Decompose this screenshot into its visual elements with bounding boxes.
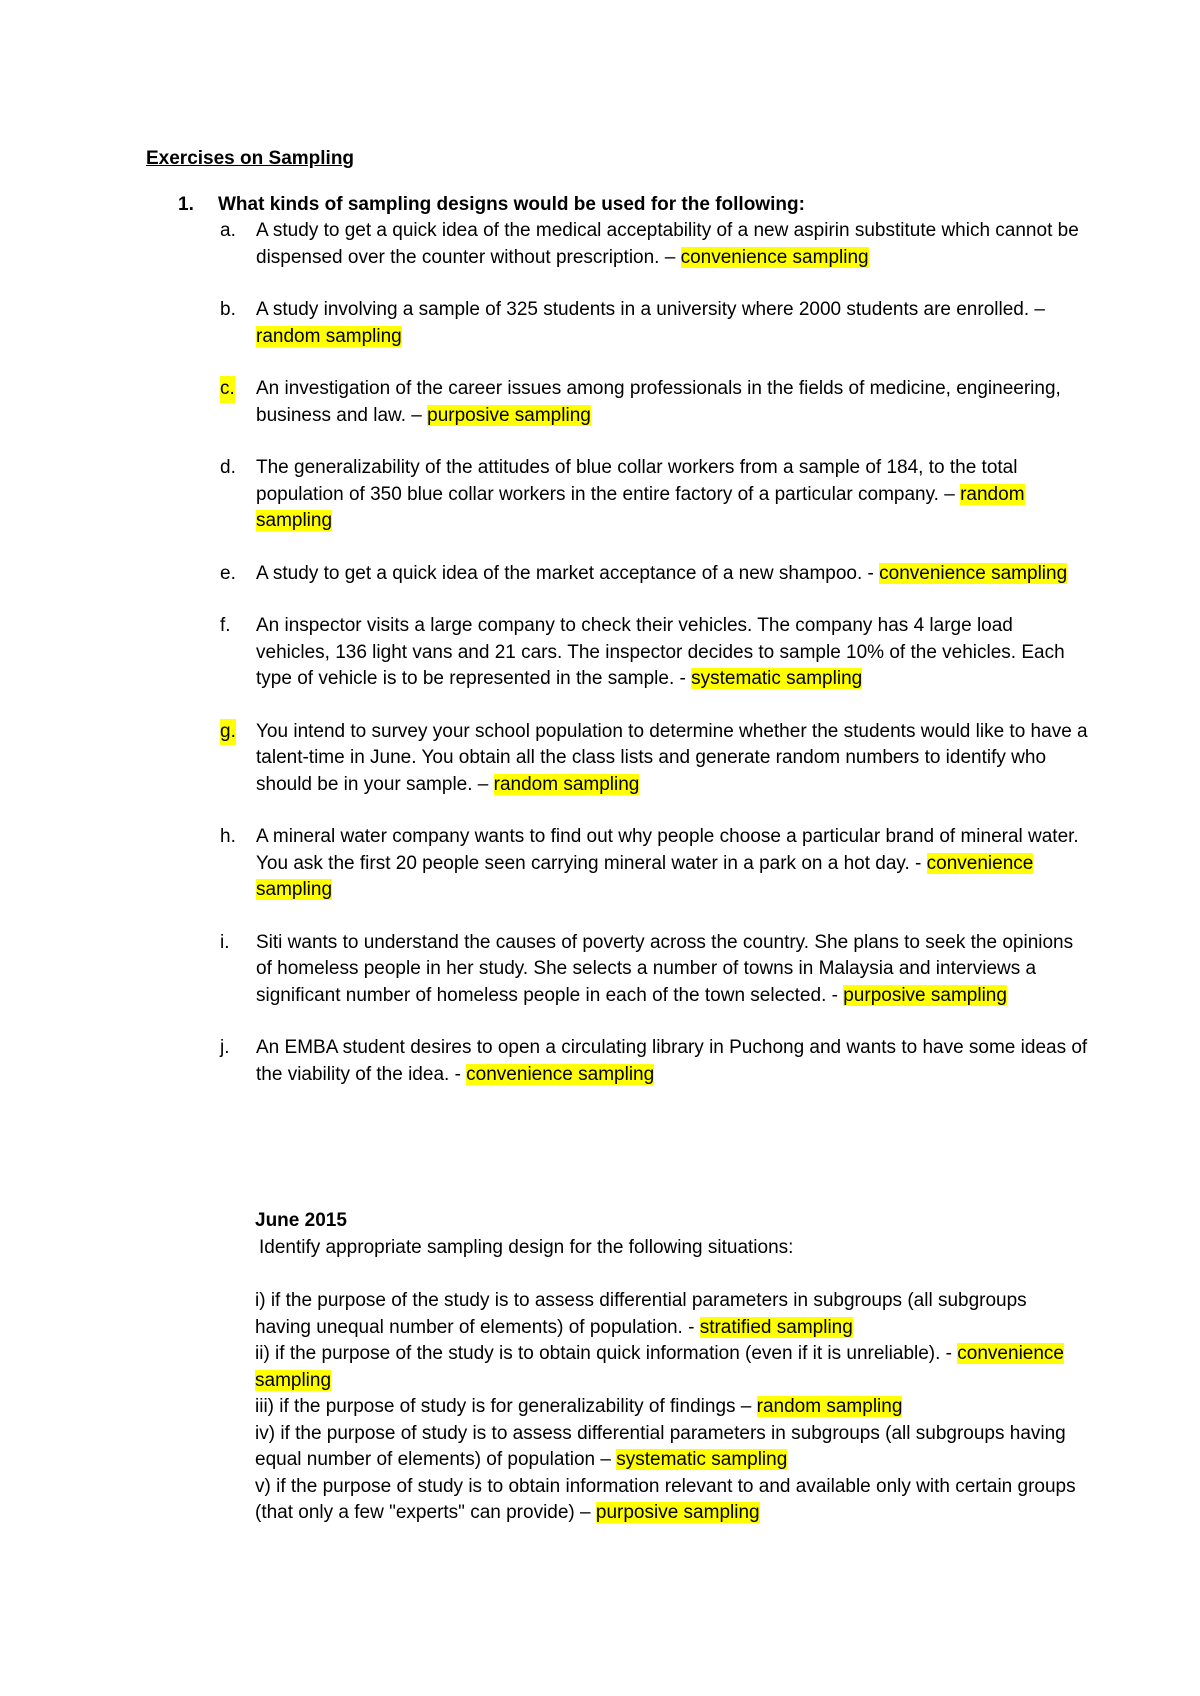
situation-answer: convenience sampling bbox=[255, 1343, 1064, 1391]
question-number: 1. bbox=[178, 194, 194, 215]
item-text: An investigation of the career issues among professionals in the fields of medicine, engineering, business and law. – bbox=[256, 378, 1061, 426]
situation-line bbox=[255, 1288, 1085, 1341]
list-item bbox=[220, 1035, 1090, 1088]
list-item bbox=[220, 824, 1090, 904]
item-answer: convenience sampling bbox=[256, 852, 1034, 900]
item-answer: random sampling bbox=[493, 773, 640, 795]
list-item bbox=[220, 613, 1090, 693]
item-text: The generalizability of the attitudes of blue collar workers from a sample of 184, to the total population of 350 blue collar workers in the entire factory of a particular company. – bbox=[256, 457, 1018, 505]
item-text: A study to get a quick idea of the medical acceptability of a new aspirin substitute which cannot be dispensed over the counter without prescription. – bbox=[256, 220, 1079, 268]
situation-answer: random sampling bbox=[756, 1396, 903, 1417]
item-answer: random sampling bbox=[256, 483, 1025, 531]
situation-text: iv) if the purpose of study is to assess differential parameters in subgroups (all subgroups having equal number of elements) of population – bbox=[255, 1422, 1066, 1470]
item-label: g. bbox=[220, 719, 236, 746]
item-label: c. bbox=[220, 376, 235, 403]
list-item bbox=[220, 218, 1090, 271]
item-label: i. bbox=[220, 931, 230, 953]
item-answer: purposive sampling bbox=[427, 404, 591, 426]
situation-text: ii) if the purpose of the study is to obtain quick information (even if it is unreliable). - bbox=[255, 1343, 958, 1364]
item-text: You intend to survey your school population to determine whether the students would like to have a talent-time in June. You obtain all the class lists and generate random numbers to identify who should be in your sample. – bbox=[256, 720, 1088, 795]
page-title: Exercises on Sampling bbox=[146, 148, 355, 169]
item-text: A study to get a quick idea of the market acceptance of a new shampoo. - bbox=[256, 562, 880, 584]
item-label: j. bbox=[220, 1037, 230, 1058]
item-answer: convenience sampling bbox=[879, 562, 1068, 584]
question-text: What kinds of sampling designs would be used for the following: bbox=[218, 194, 805, 215]
list-item bbox=[220, 455, 1090, 535]
item-answer: random sampling bbox=[256, 325, 402, 347]
situation-text: iii) if the purpose of study is for generalizability of findings – bbox=[255, 1396, 757, 1417]
situation-text: i) if the purpose of the study is to assess differential parameters in subgroups (all subgroups having unequal number of elements) of population. - bbox=[255, 1290, 1027, 1338]
june-2015-section bbox=[255, 1208, 1085, 1527]
situation-line bbox=[255, 1394, 1085, 1421]
item-text: A mineral water company wants to find out why people choose a particular brand of mineral water. You ask the first 20 people seen carrying mineral water in a park on a hot day. - bbox=[256, 826, 1079, 874]
item-label: e. bbox=[220, 562, 236, 584]
list-item bbox=[220, 376, 1090, 429]
list-item bbox=[220, 561, 1090, 588]
list-item bbox=[220, 930, 1090, 1010]
item-text: An EMBA student desires to open a circulating library in Puchong and wants to have some ideas of the viability of the idea. - bbox=[256, 1037, 1088, 1085]
situation-line bbox=[255, 1341, 1085, 1394]
list-item bbox=[220, 719, 1090, 799]
item-answer: purposive sampling bbox=[843, 984, 1007, 1006]
situation-text: v) if the purpose of study is to obtain information relevant to and available only with certain groups (that only a few "experts" can provide) – bbox=[255, 1475, 1076, 1523]
item-text: A study involving a sample of 325 students in a university where 2000 students are enrolled. – bbox=[256, 299, 1045, 320]
section-subtitle: Identify appropriate sampling design for the following situations: bbox=[259, 1236, 794, 1258]
situation-line bbox=[255, 1474, 1085, 1527]
item-label: h. bbox=[220, 826, 236, 847]
item-label: f. bbox=[220, 615, 231, 636]
item-answer: convenience sampling bbox=[680, 246, 869, 268]
list-item bbox=[220, 297, 1090, 350]
question-heading bbox=[178, 192, 805, 219]
item-answer: convenience sampling bbox=[466, 1063, 655, 1085]
situation-answer: systematic sampling bbox=[616, 1449, 788, 1470]
item-answer: systematic sampling bbox=[691, 668, 863, 689]
section-title: June 2015 bbox=[255, 1210, 347, 1231]
item-label: a. bbox=[220, 220, 236, 241]
situation-answer: purposive sampling bbox=[595, 1502, 760, 1523]
exercise-list bbox=[220, 218, 1090, 1114]
item-text: Siti wants to understand the causes of poverty across the country. She plans to seek the opinions of homeless people in her study. She selects a number of towns in Malaysia and interviews a significant number of homeless people in each of the town selected. - bbox=[256, 931, 1074, 1006]
item-label: b. bbox=[220, 299, 236, 320]
item-label: d. bbox=[220, 457, 236, 478]
situation-answer: stratified sampling bbox=[699, 1316, 853, 1338]
situation-line bbox=[255, 1421, 1085, 1474]
item-text: An inspector visits a large company to check their vehicles. The company has 4 large load vehicles, 136 light vans and 21 cars. The inspector decides to sample 10% of the vehicles. Each type of vehicle is to be represented in the sample. - bbox=[256, 615, 1065, 689]
